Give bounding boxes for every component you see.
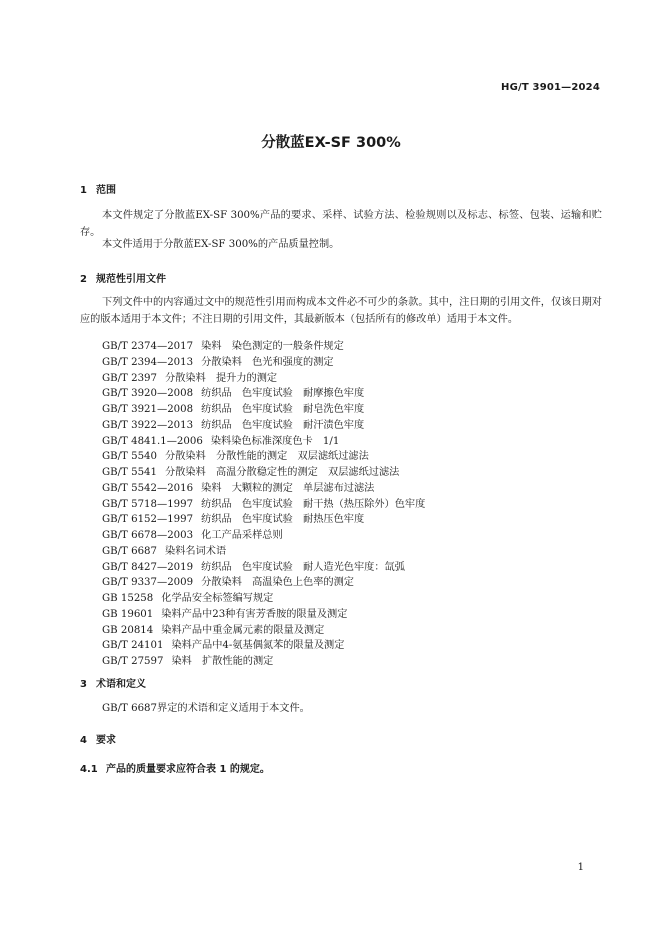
reference-code: GB 20814: [102, 624, 154, 636]
reference-code: GB/T 8427—2019: [102, 561, 194, 573]
section-number: 1: [80, 185, 87, 196]
reference-title: 分散染料 提升力的测定: [165, 372, 278, 384]
standard-code: HG/T 3901—2024: [501, 82, 600, 93]
section-3-heading: [80, 675, 146, 690]
reference-title: 分散染料 分散性能的测定 双层滤纸过滤法: [165, 451, 369, 463]
section-title: 规范性引用文件: [96, 274, 166, 285]
reference-code: GB/T 6678—2003: [102, 530, 194, 541]
reference-title: 化学品安全标签编写规定: [161, 593, 274, 604]
reference-title: 染料名词术语: [165, 545, 227, 557]
reference-title: 染料染色标准深度色卡 1/1: [210, 435, 340, 447]
reference-code: GB/T 5540: [102, 451, 158, 463]
reference-item: [102, 623, 425, 639]
reference-code: GB/T 3922—2013: [102, 419, 194, 431]
normative-references-intro: 下列文件中的内容通过文中的规范性引用而构成本文件必不可少的条款。其中，注日期的引用文件，仅该日期对应的版本适用于本文件；不注日期的引用文件，其最新版本（包括所有的修改单）适用于本文件。: [80, 297, 602, 325]
reference-item: [102, 481, 425, 497]
reference-title: 分散染料 高温染色上色率的测定: [201, 577, 354, 589]
reference-code: GB/T 3921—2008: [102, 404, 194, 415]
clause-number: 4.1: [80, 764, 98, 775]
section-title: 要求: [96, 735, 116, 746]
document-title: 分散蓝EX-SF 300%: [261, 135, 401, 151]
reference-item: [102, 386, 425, 402]
reference-code: GB/T 4841.1—2006: [102, 435, 203, 447]
reference-item: [102, 654, 425, 670]
scope-paragraph-1: 本文件规定了分散蓝EX-SF 300%产品的要求、采样、试验方法、检验规则以及标志、标签、包装、运输和贮存。: [80, 210, 602, 238]
section-number: 4: [80, 735, 87, 746]
reference-code: GB/T 2374—2017: [102, 341, 194, 352]
reference-title: 纺织品 色牢度试验 耐汗渍色牢度: [201, 419, 365, 431]
reference-title: 纺织品 色牢度试验 耐摩擦色牢度: [201, 388, 365, 400]
reference-code: GB/T 5718—1997: [102, 498, 194, 510]
reference-code: GB/T 6687: [102, 545, 158, 557]
reference-title: 染料产品中4-氨基偶氮苯的限量及测定: [171, 640, 345, 652]
page-number: 1: [577, 862, 584, 873]
terms-paragraph: GB/T 6687界定的术语和定义适用于本文件。: [102, 703, 310, 714]
reference-item: [102, 434, 425, 450]
reference-code: GB/T 5542—2016: [102, 482, 194, 494]
section-4-heading: [80, 731, 116, 746]
reference-title: 分散染料 色光和强度的测定: [201, 356, 334, 368]
reference-item: [102, 528, 425, 544]
reference-item: [102, 575, 425, 591]
section-title: 范围: [96, 185, 116, 196]
reference-code: GB/T 5541: [102, 467, 158, 478]
reference-item: [102, 339, 425, 355]
reference-title: 染料产品中23种有害芳香胺的限量及测定: [161, 608, 348, 620]
reference-item: [102, 638, 425, 654]
reference-item: [102, 418, 425, 434]
reference-item: [102, 465, 425, 481]
reference-item: [102, 560, 425, 576]
reference-code: GB/T 27597: [102, 656, 164, 667]
reference-item: [102, 402, 425, 418]
scope-paragraph-2: 本文件适用于分散蓝EX-SF 300%的产品质量控制。: [102, 239, 340, 250]
reference-item: [102, 591, 425, 607]
reference-title: 染料 大颗粒的测定 单层滤布过滤法: [201, 482, 375, 494]
reference-code: GB 15258: [102, 593, 154, 604]
reference-code: GB 19601: [102, 608, 154, 620]
reference-item: [102, 449, 425, 465]
section-number: 3: [80, 679, 87, 690]
reference-item: [102, 544, 425, 560]
reference-item: [102, 497, 425, 513]
reference-title: 纺织品 色牢度试验 耐皂洗色牢度: [201, 404, 365, 415]
reference-title: 纺织品 色牢度试验 耐人造光色牢度：氙弧: [201, 561, 405, 573]
section-1-heading: [80, 181, 116, 196]
reference-title: 纺织品 色牢度试验 耐热压色牢度: [201, 514, 365, 526]
reference-code: GB/T 2394—2013: [102, 356, 194, 368]
reference-title: 染料 扩散性能的测定: [171, 656, 274, 667]
reference-item: [102, 371, 425, 387]
section-title: 术语和定义: [96, 679, 146, 690]
clause-text: 产品的质量要求应符合表 1 的规定。: [106, 764, 270, 775]
reference-code: GB/T 2397: [102, 372, 158, 384]
section-2-heading: [80, 270, 166, 285]
reference-item: [102, 355, 425, 371]
reference-code: GB/T 3920—2008: [102, 388, 194, 400]
reference-code: GB/T 9337—2009: [102, 577, 194, 589]
reference-code: GB/T 24101: [102, 640, 164, 652]
reference-list: [102, 339, 425, 670]
reference-item: [102, 512, 425, 528]
reference-item: [102, 607, 425, 623]
reference-title: 染料产品中重金属元素的限量及测定: [161, 624, 325, 636]
section-number: 2: [80, 274, 87, 285]
clause-4-1: [80, 760, 270, 775]
reference-title: 纺织品 色牢度试验 耐干热（热压除外）色牢度: [201, 498, 426, 510]
reference-title: 化工产品采样总则: [201, 530, 283, 541]
reference-title: 分散染料 高温分散稳定性的测定 双层滤纸过滤法: [165, 467, 400, 478]
reference-title: 染料 染色测定的一般条件规定: [201, 341, 344, 352]
reference-code: GB/T 6152—1997: [102, 514, 194, 526]
